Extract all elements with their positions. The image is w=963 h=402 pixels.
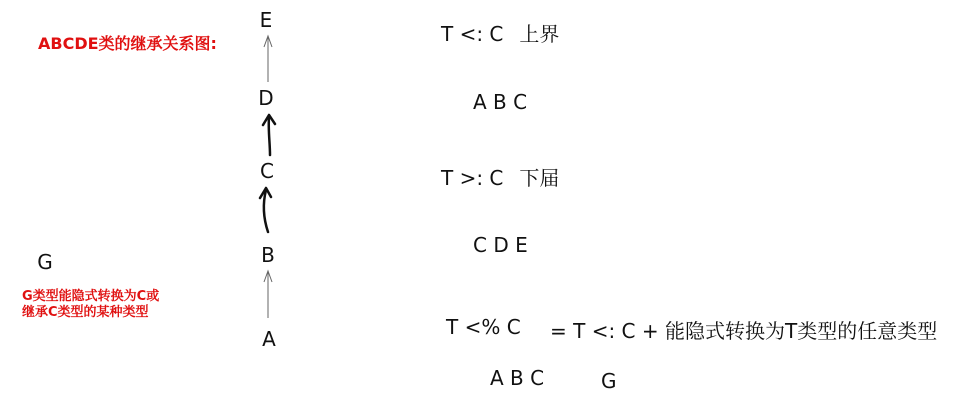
view-bound-equivalence: = T <: C + 能隐式转换为T类型的任意类型 [550,319,938,343]
arrow-a-to-b [264,271,272,318]
node-e: E [259,8,273,32]
upper-bound-label: 上界 [519,22,560,46]
node-d: D [258,86,274,110]
view-bound-examples: A B C [490,366,545,390]
lower-bound-examples: C D E [473,233,528,257]
lower-bound-line [441,162,559,191]
node-b: B [261,243,275,267]
lower-bound-expression: T >: C [441,166,504,190]
upper-bound-line [441,18,559,47]
view-bound-extra: G [601,369,617,393]
g-note-line-1: G类型能隐式转换为C或 [22,289,160,304]
node-a: A [262,327,276,351]
diagram-title: ABCDE类的继承关系图: [38,34,217,53]
arrow-b-to-c [260,188,271,232]
upper-bound-examples: A B C [473,90,528,114]
lower-bound-label: 下届 [519,166,560,190]
g-note [22,289,182,321]
view-bound-expression: T <% C [446,315,521,339]
g-note-line-2: 继承C类型的某种类型 [22,305,149,320]
arrow-d-to-e [264,36,272,82]
node-c: C [260,159,274,183]
upper-bound-expression: T <: C [441,22,504,46]
node-g: G [37,250,53,274]
arrow-c-to-d [263,115,275,155]
